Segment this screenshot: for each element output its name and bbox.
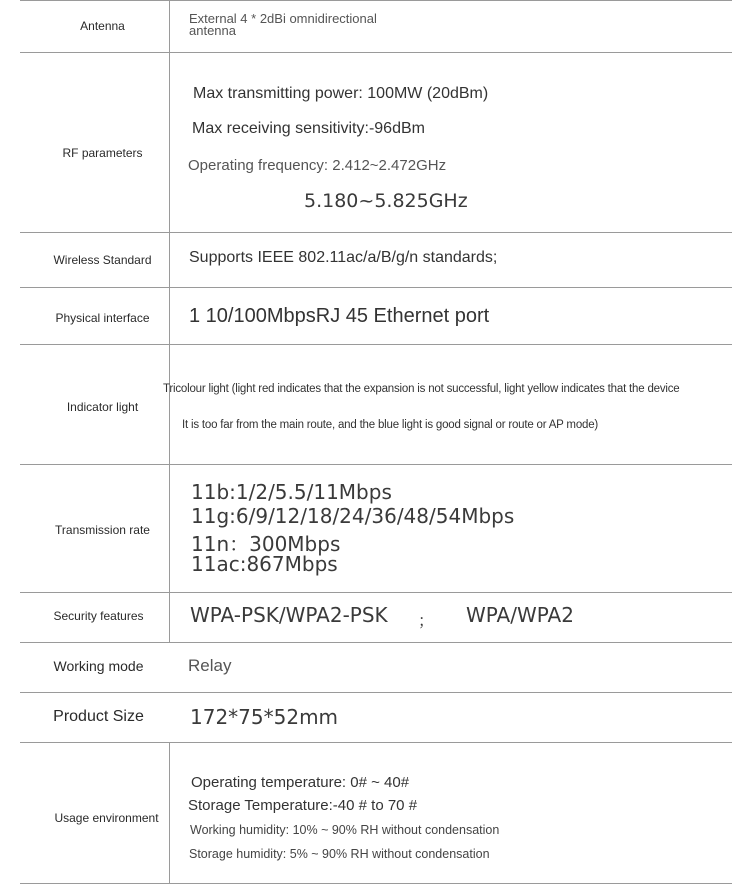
spec-value-rf-power: Max transmitting power: 100MW (20dBm) — [193, 85, 489, 102]
spec-value-rate-11ac: 11ac:867Mbps — [191, 552, 338, 576]
spec-value-antenna-line1: External 4 * 2dBi omnidirectional — [189, 11, 377, 26]
spec-value-indicator-line2: It is too far from the main route, and the blue light is good signal or route or AP mode) — [182, 419, 599, 431]
spec-label-transmission-rate: Transmission rate — [55, 523, 150, 537]
row-divider — [20, 52, 732, 53]
spec-value-security-wpa2psk: WPA-PSK/WPA2-PSK — [190, 603, 388, 627]
spec-value-security-separator: ； — [418, 613, 435, 630]
spec-value-rate-11b: 11b:1/2/5.5/11Mbps — [191, 480, 392, 504]
spec-value-rate-11g: 11g:6/9/12/18/24/36/48/54Mbps — [191, 504, 515, 528]
row-divider — [20, 232, 732, 233]
row-divider — [20, 592, 732, 593]
spec-value-indicator-line1: Tricolour light (light red indicates that the expansion is not successful, light yellow indicates that the device — [163, 383, 680, 395]
spec-value-operating-temperature: Operating temperature: 0# ~ 40# — [191, 774, 410, 791]
spec-label-physical-interface: Physical interface — [55, 311, 150, 325]
row-divider — [20, 692, 732, 693]
spec-label-wireless-standard: Wireless Standard — [53, 253, 152, 267]
spec-label-security-features: Security features — [53, 609, 144, 623]
spec-label-antenna: Antenna — [80, 19, 125, 33]
row-divider — [20, 0, 732, 1]
spec-value-security-wpa2: WPA/WPA2 — [466, 603, 574, 627]
spec-value-working-mode: Relay — [188, 656, 232, 675]
spec-label-usage-environment: Usage environment — [54, 811, 159, 825]
column-divider — [169, 52, 170, 232]
row-divider — [20, 464, 732, 465]
row-divider — [20, 742, 732, 743]
spec-value-rf-frequency: Operating frequency: 2.412~2.472GHz — [188, 157, 447, 174]
spec-value-wireless-standard: Supports IEEE 802.11ac/a/B/g/n standards; — [189, 249, 498, 266]
row-divider — [20, 642, 732, 643]
spec-value-rf-sensitivity: Max receiving sensitivity:-96dBm — [192, 120, 425, 137]
spec-label-indicator-light: Indicator light — [66, 400, 139, 414]
spec-label-product-size: Product Size — [53, 708, 144, 725]
row-divider — [20, 883, 732, 884]
spec-label-working-mode: Working mode — [53, 658, 144, 674]
spec-value-storage-temperature: Storage Temperature:-40 # to 70 # — [188, 797, 418, 814]
spec-value-working-humidity: Working humidity: 10% ~ 90% RH without condensation — [190, 823, 500, 837]
spec-label-rf-parameters: RF parameters — [62, 146, 143, 160]
spec-value-rate-11n: 11n：300Mbps — [191, 532, 341, 556]
spec-value-storage-humidity: Storage humidity: 5% ~ 90% RH without condensation — [189, 847, 490, 861]
spec-value-product-size: 172*75*52mm — [190, 705, 339, 729]
spec-value-physical-interface: 1 10/100MbpsRJ 45 Ethernet port — [189, 305, 490, 327]
spec-value-rf-frequency-5g: 5.180~5.825GHz — [304, 190, 468, 212]
row-divider — [20, 344, 732, 345]
row-divider — [20, 287, 732, 288]
spec-value-antenna-line2: antenna — [189, 23, 236, 38]
